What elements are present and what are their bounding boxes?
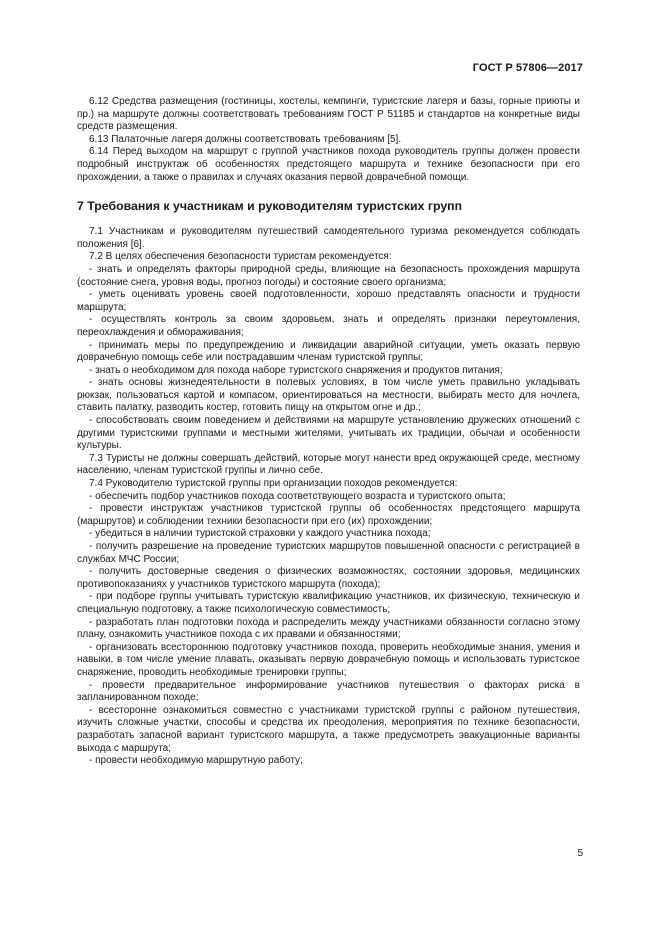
document-body bbox=[77, 96, 580, 768]
paragraph: - провести предварительное информирование участников путешествия о факторах риска в запланированном походе; bbox=[77, 679, 580, 704]
paragraph: 7.3 Туристы не должны совершать действий, которые могут нанести вред окружающей среде, местному населению, членам туристской группы и лично себе. bbox=[77, 452, 580, 477]
paragraph: - всесторонне ознакомиться совместно с участниками туристской группы с районом путешествия, изучить сложные участки, способы и средства их преодоления, мероприятия по технике безопасности, разработать запасной вариант туристского маршрута, а также предусмотреть эвакуационные варианты выхода с маршрута; bbox=[77, 704, 580, 754]
document-id-header: ГОСТ Р 57806—2017 bbox=[472, 62, 583, 74]
paragraph: 7.1 Участникам и руководителям путешествий самодеятельного туризма рекомендуется соблюдать положения [6]. bbox=[77, 226, 580, 250]
paragraph: - знать основы жизнедеятельности в полевых условиях, в том числе уметь правильно укладывать рюкзак, пользоваться картой и компасом, ориентироваться на местности, выбирать место для ночлега, ставить палатку, разводить костер, готовить пищу на открытом огне и др.; bbox=[77, 377, 580, 414]
paragraph: - получить достоверные сведения о физических возможностях, состоянии здоровья, медицинских противопоказаниях у участников туристского маршрута (похода); bbox=[77, 566, 580, 590]
paragraph: - получить разрешение на проведение туристских маршрутов повышенной опасности с регистрацией в службах МЧС России; bbox=[77, 541, 580, 565]
paragraph: - провести необходимую маршрутную работу; bbox=[89, 755, 303, 767]
paragraph: 6.13 Палаточные лагеря должны соответствовать требованиям [5]. bbox=[89, 133, 402, 145]
paragraph: - осуществлять контроль за своим здоровьем, знать и определять признаки переутомления, переохлаждения и обмораживания; bbox=[77, 314, 580, 338]
paragraph: - провести инструктаж участников туристской группы об особенностях предстоящего маршрута (маршрутов) и соблюдении техники безопасности при его (их) прохождении; bbox=[77, 503, 580, 527]
paragraph: - при подборе группы учитывать туристскую квалификацию участников, их физическую, техническую и специальную подготовку, а также психологическую совместимость; bbox=[77, 591, 580, 615]
paragraph: - организовать всестороннюю подготовку участников похода, проверить необходимые знания, умения и навыки, в том числе умение плавать, оказывать первую доврачебную помощь и использовать туристское снаряжение, проводить необходимые тренировки группы; bbox=[77, 641, 580, 678]
paragraph: - способствовать своим поведением и действиями на маршруте установлению дружеских отношений с другими туристскими группами и местными жителями, учитывать их традиции, обычаи и особенности культуры. bbox=[77, 415, 580, 452]
paragraph: 6.12 Средства размещения (гостиницы, хостелы, кемпинги, туристские лагеря и базы, горные приюты и пр.) на маршруте должны соответствовать требованиям ГОСТ Р 51185 и стандартов на конкретные виды средств размещения. bbox=[77, 96, 580, 133]
paragraph: 6.14 Перед выходом на маршрут с группой участников похода руководитель группы должен провести подробный инструктаж об особенностях предстоящего маршрута и технике безопасности при его прохождении, а также о правилах и случаях оказания первой доврачебной помощи. bbox=[77, 146, 580, 183]
paragraph: - знать о необходимом для похода наборе туристского снаряжения и продуктов питания; bbox=[89, 364, 503, 376]
page-number: 5 bbox=[577, 848, 583, 859]
paragraph: - принимать меры по предупреждению и ликвидации аварийной ситуации, уметь оказать первую доврачебную помощь себе или пострадавшим членам туристской группы; bbox=[77, 339, 580, 364]
paragraphs-top bbox=[77, 96, 580, 184]
paragraph: - разработать план подготовки похода и распределить между участниками обязанности согласно этому плану, ознакомить участников похода с их правами и обязанностями; bbox=[77, 616, 580, 641]
paragraph: 7.4 Руководителю туристской группы при организации походов рекомендуется: bbox=[89, 478, 458, 490]
paragraphs-section bbox=[77, 226, 580, 768]
paragraph: 7.2 В целях обеспечения безопасности туристам рекомендуется: bbox=[89, 251, 392, 263]
paragraph: - убедиться в наличии туристской страховки у каждого участника похода; bbox=[89, 528, 431, 540]
section-heading: 7 Требования к участникам и руководителям туристских групп bbox=[77, 199, 463, 214]
paragraph: - уметь оценивать уровень своей подготовленности, хорошо представлять опасности и трудности маршрута; bbox=[77, 289, 580, 313]
paragraph: - обеспечить подбор участников похода соответствующего возраста и туристского опыта; bbox=[89, 490, 506, 502]
paragraph: - знать и определять факторы природной среды, влияющие на безопасность прохождения маршрута (состояние снега, уровня воды, прогноз погоды) и состояние своего организма; bbox=[77, 263, 580, 288]
